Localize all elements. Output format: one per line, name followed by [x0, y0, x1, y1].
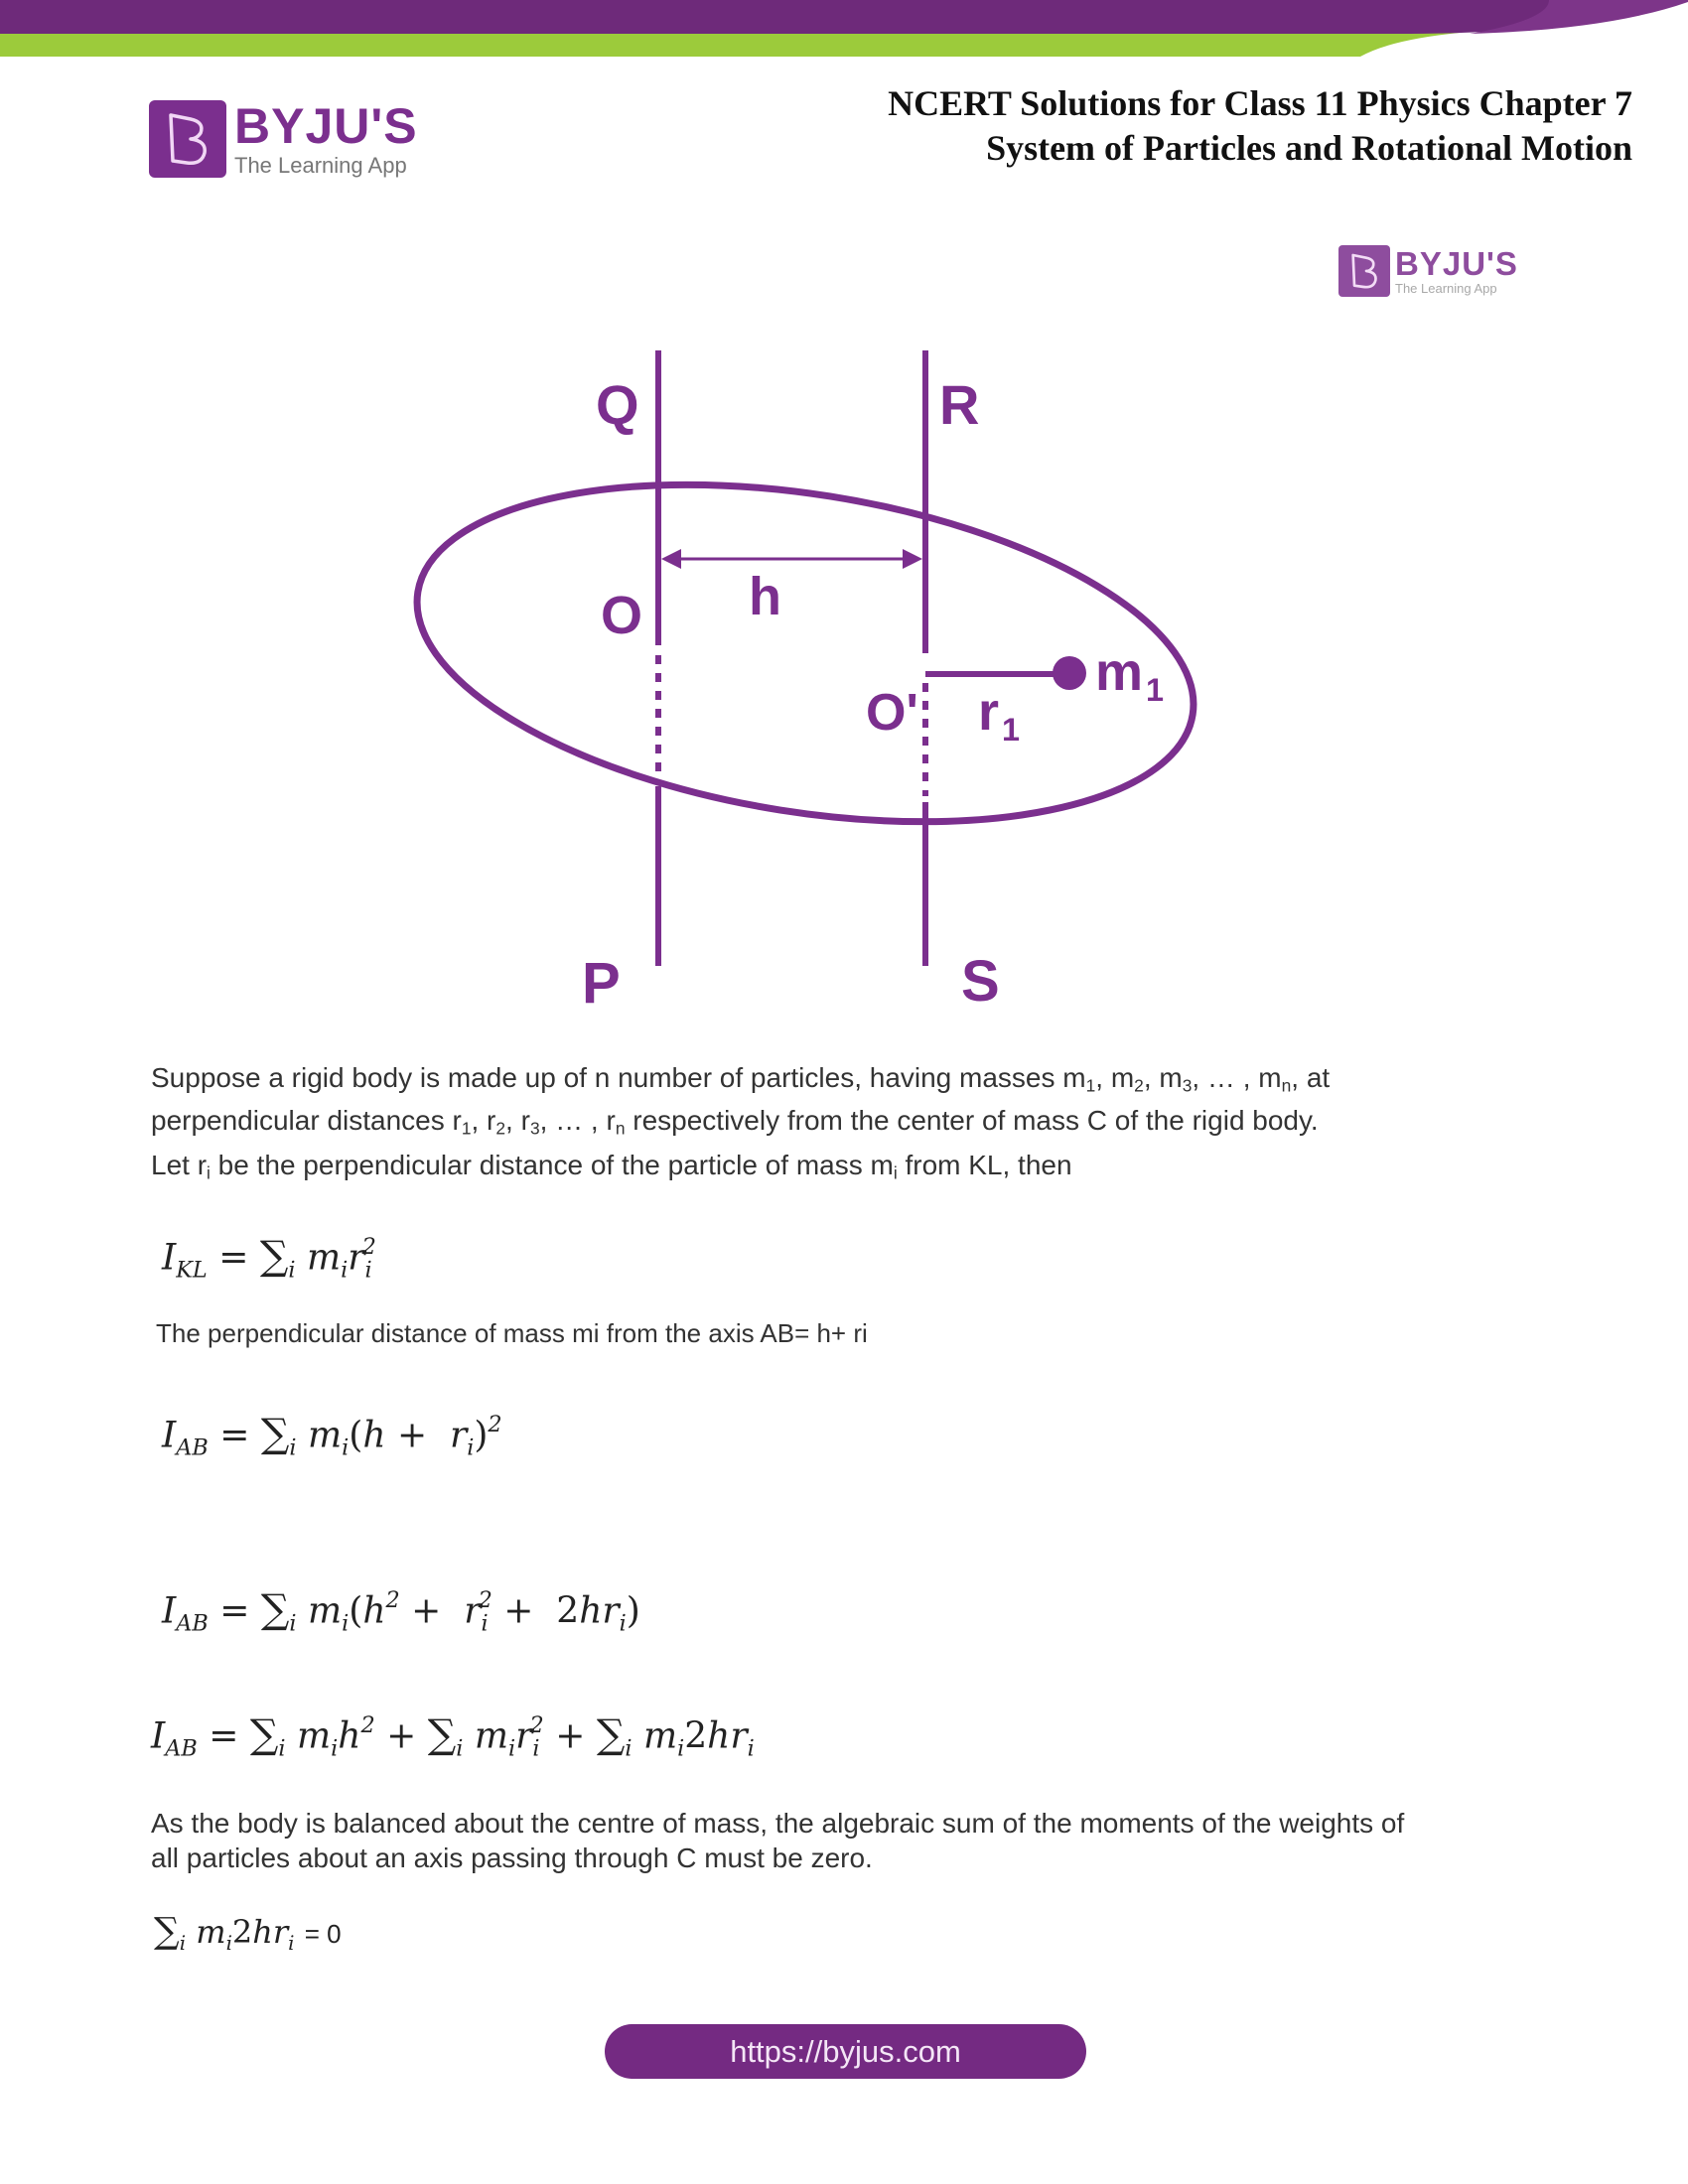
label-m1-base: m [1095, 642, 1144, 702]
title-line-1: NCERT Solutions for Class 11 Physics Chapter 7 [888, 83, 1632, 123]
label-o-prime: O' [866, 684, 918, 742]
paragraph-line-1: As the body is balanced about the centre of mass, the algebraic sum of the moments of the weights of [151, 1808, 1405, 1839]
watermark-tagline: The Learning App [1395, 281, 1497, 296]
equation-moment-zero: $\sum_i$ $m_i2hr_i = 0$ [154, 1911, 342, 1955]
arrow-left-icon [661, 549, 681, 569]
byjus-website-link[interactable]: https://byjus.com [605, 2024, 1086, 2079]
equation-iab-sum-terms: $I_{AB} = \sum_i$ $m_ih^2 + \sum_i$ $m_ir_i^2 + \sum_i$ $m_i2hr_i$ [151, 1711, 755, 1762]
label-h: h [749, 567, 781, 626]
label-r1-sub: 1 [1002, 712, 1021, 749]
byjus-watermark-logo [1338, 245, 1518, 297]
logo-brand: BYJU'S [234, 98, 418, 154]
paragraph-let-ri: Let $r_i$ be the perpendicular distance of the particle of mass $m_i$ from KL, then [151, 1150, 1072, 1183]
paragraph-perp-distance: The perpendicular distance of mass mi from the axis AB= h+ ri [156, 1318, 868, 1348]
label-r1-base: r [978, 682, 1000, 742]
byjus-b-icon [149, 100, 226, 178]
equation-ikl: $I_{KL} = \sum_i$ $m_ir_i^2$ [162, 1233, 376, 1284]
equation-iab-expanded: $I_{AB} = \sum_i$ $m_i(h^2 + r_i^2 + 2hr_i)$ [162, 1586, 640, 1637]
equation-iab-squared: $I_{AB} = \sum_i$ $m_i(h + r_i)^2$ [162, 1411, 502, 1461]
label-r1 [978, 682, 1021, 749]
paragraph-line-2: perpendicular distances $r_1$, $r_2$, $r_3$, … , $r_n$ respectively from the center of mass C of the rigid body. [151, 1105, 1319, 1139]
document-title [888, 81, 1632, 171]
mass-point-m1 [1053, 656, 1086, 690]
paragraph-line-1: Suppose a rigid body is made up of n number of particles, having masses $m_1$, $m_2$, $m_3$, … , $m_n$, at [151, 1062, 1331, 1096]
byjus-logo [149, 99, 418, 179]
paragraph-balanced [151, 1806, 1541, 1875]
paragraph-line-2: all particles about an axis passing through C must be zero. [151, 1843, 873, 1873]
rigid-body-ellipse [393, 435, 1217, 872]
label-q: Q [596, 373, 639, 436]
label-m1-sub: 1 [1146, 672, 1165, 709]
label-o: O [601, 586, 643, 645]
arrow-right-icon [903, 549, 922, 569]
title-line-2: System of Particles and Rotational Motion [986, 128, 1632, 168]
byjus-b-icon [1338, 245, 1390, 297]
label-m1 [1095, 642, 1165, 709]
label-p: P [582, 951, 621, 1016]
logo-tagline: The Learning App [234, 153, 407, 178]
watermark-brand: BYJU'S [1395, 245, 1518, 282]
label-r: R [939, 373, 980, 436]
label-s: S [961, 949, 1000, 1014]
paragraph-particles [151, 1060, 1541, 1147]
header-band [0, 0, 1688, 69]
